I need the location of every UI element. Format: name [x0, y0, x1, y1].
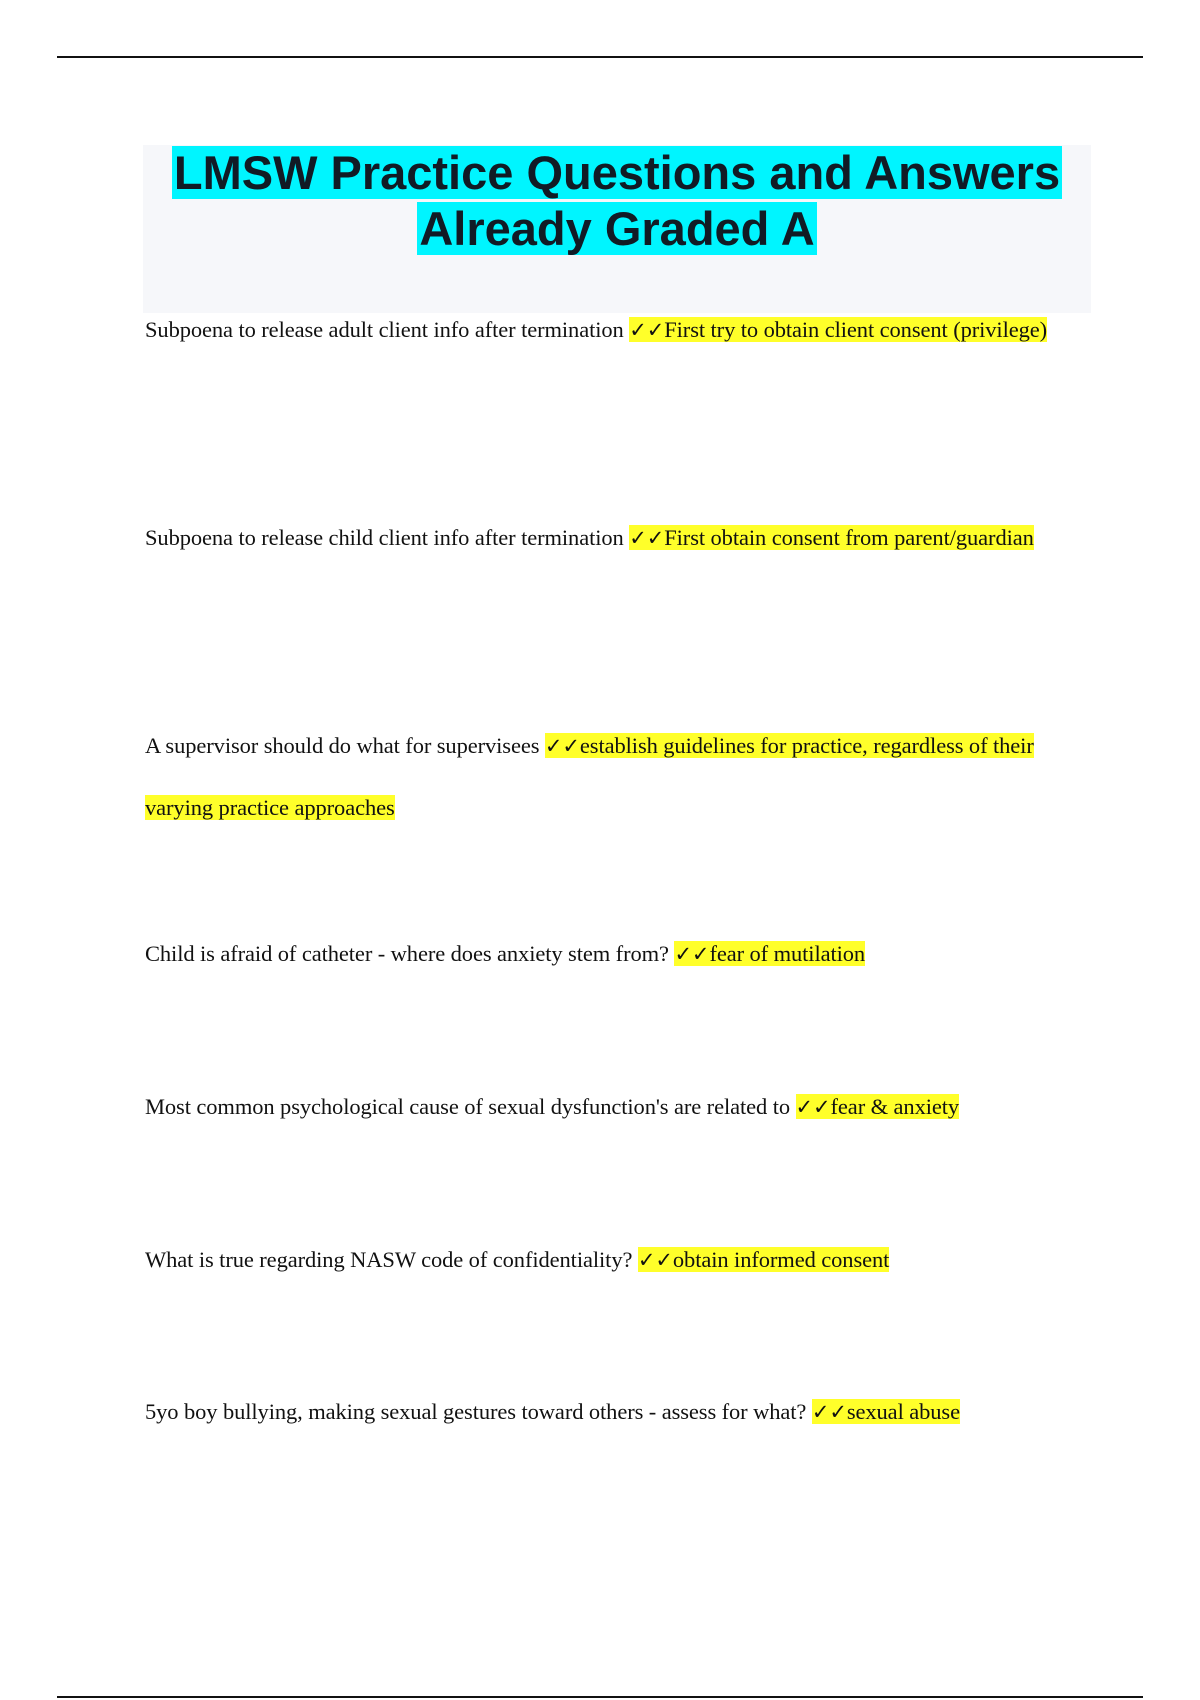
answer-text: obtain informed consent [672, 1247, 890, 1272]
check-icon: ✓✓ [674, 942, 710, 966]
question-text: Subpoena to release adult client info after termination [145, 317, 630, 342]
check-icon: ✓✓ [629, 318, 665, 342]
check-icon: ✓✓ [637, 1248, 673, 1272]
qa-item [145, 1229, 1090, 1291]
check-icon: ✓✓ [811, 1400, 847, 1424]
answer-text: First try to obtain client consent (privilege) [664, 317, 1048, 342]
check-icon: ✓✓ [795, 1095, 831, 1119]
answer-text: fear & anxiety [830, 1094, 960, 1119]
bottom-rule [57, 1696, 1143, 1698]
question-text: 5yo boy bullying, making sexual gestures toward others - assess for what? [145, 1399, 812, 1424]
title-line-2: Already Graded A [419, 202, 815, 255]
answer-text: sexual abuse [846, 1399, 960, 1424]
check-icon: ✓✓ [544, 734, 580, 758]
question-text: What is true regarding NASW code of confidentiality? [145, 1247, 638, 1272]
top-rule [57, 56, 1143, 58]
qa-item [145, 507, 1090, 569]
check-icon: ✓✓ [629, 526, 665, 550]
answer-text: fear of mutilation [709, 941, 866, 966]
answer-text: First obtain consent from parent/guardian [664, 525, 1034, 550]
qa-item [145, 923, 1090, 985]
page-title [143, 145, 1091, 257]
qa-item [145, 1076, 1090, 1138]
question-text: Subpoena to release child client info after termination [145, 525, 630, 550]
qa-item [145, 299, 1090, 361]
qa-item [145, 715, 1090, 838]
question-text: Most common psychological cause of sexual dysfunction's are related to [145, 1094, 796, 1119]
title-line-1: LMSW Practice Questions and Answers [173, 146, 1061, 199]
question-text: Child is afraid of catheter - where does anxiety stem from? [145, 941, 675, 966]
question-text: A supervisor should do what for supervisees [145, 733, 545, 758]
title-block [143, 145, 1091, 313]
answer-text: establish guidelines for practice, regardless of their varying practice approaches [145, 733, 1034, 820]
qa-item [145, 1381, 1090, 1443]
